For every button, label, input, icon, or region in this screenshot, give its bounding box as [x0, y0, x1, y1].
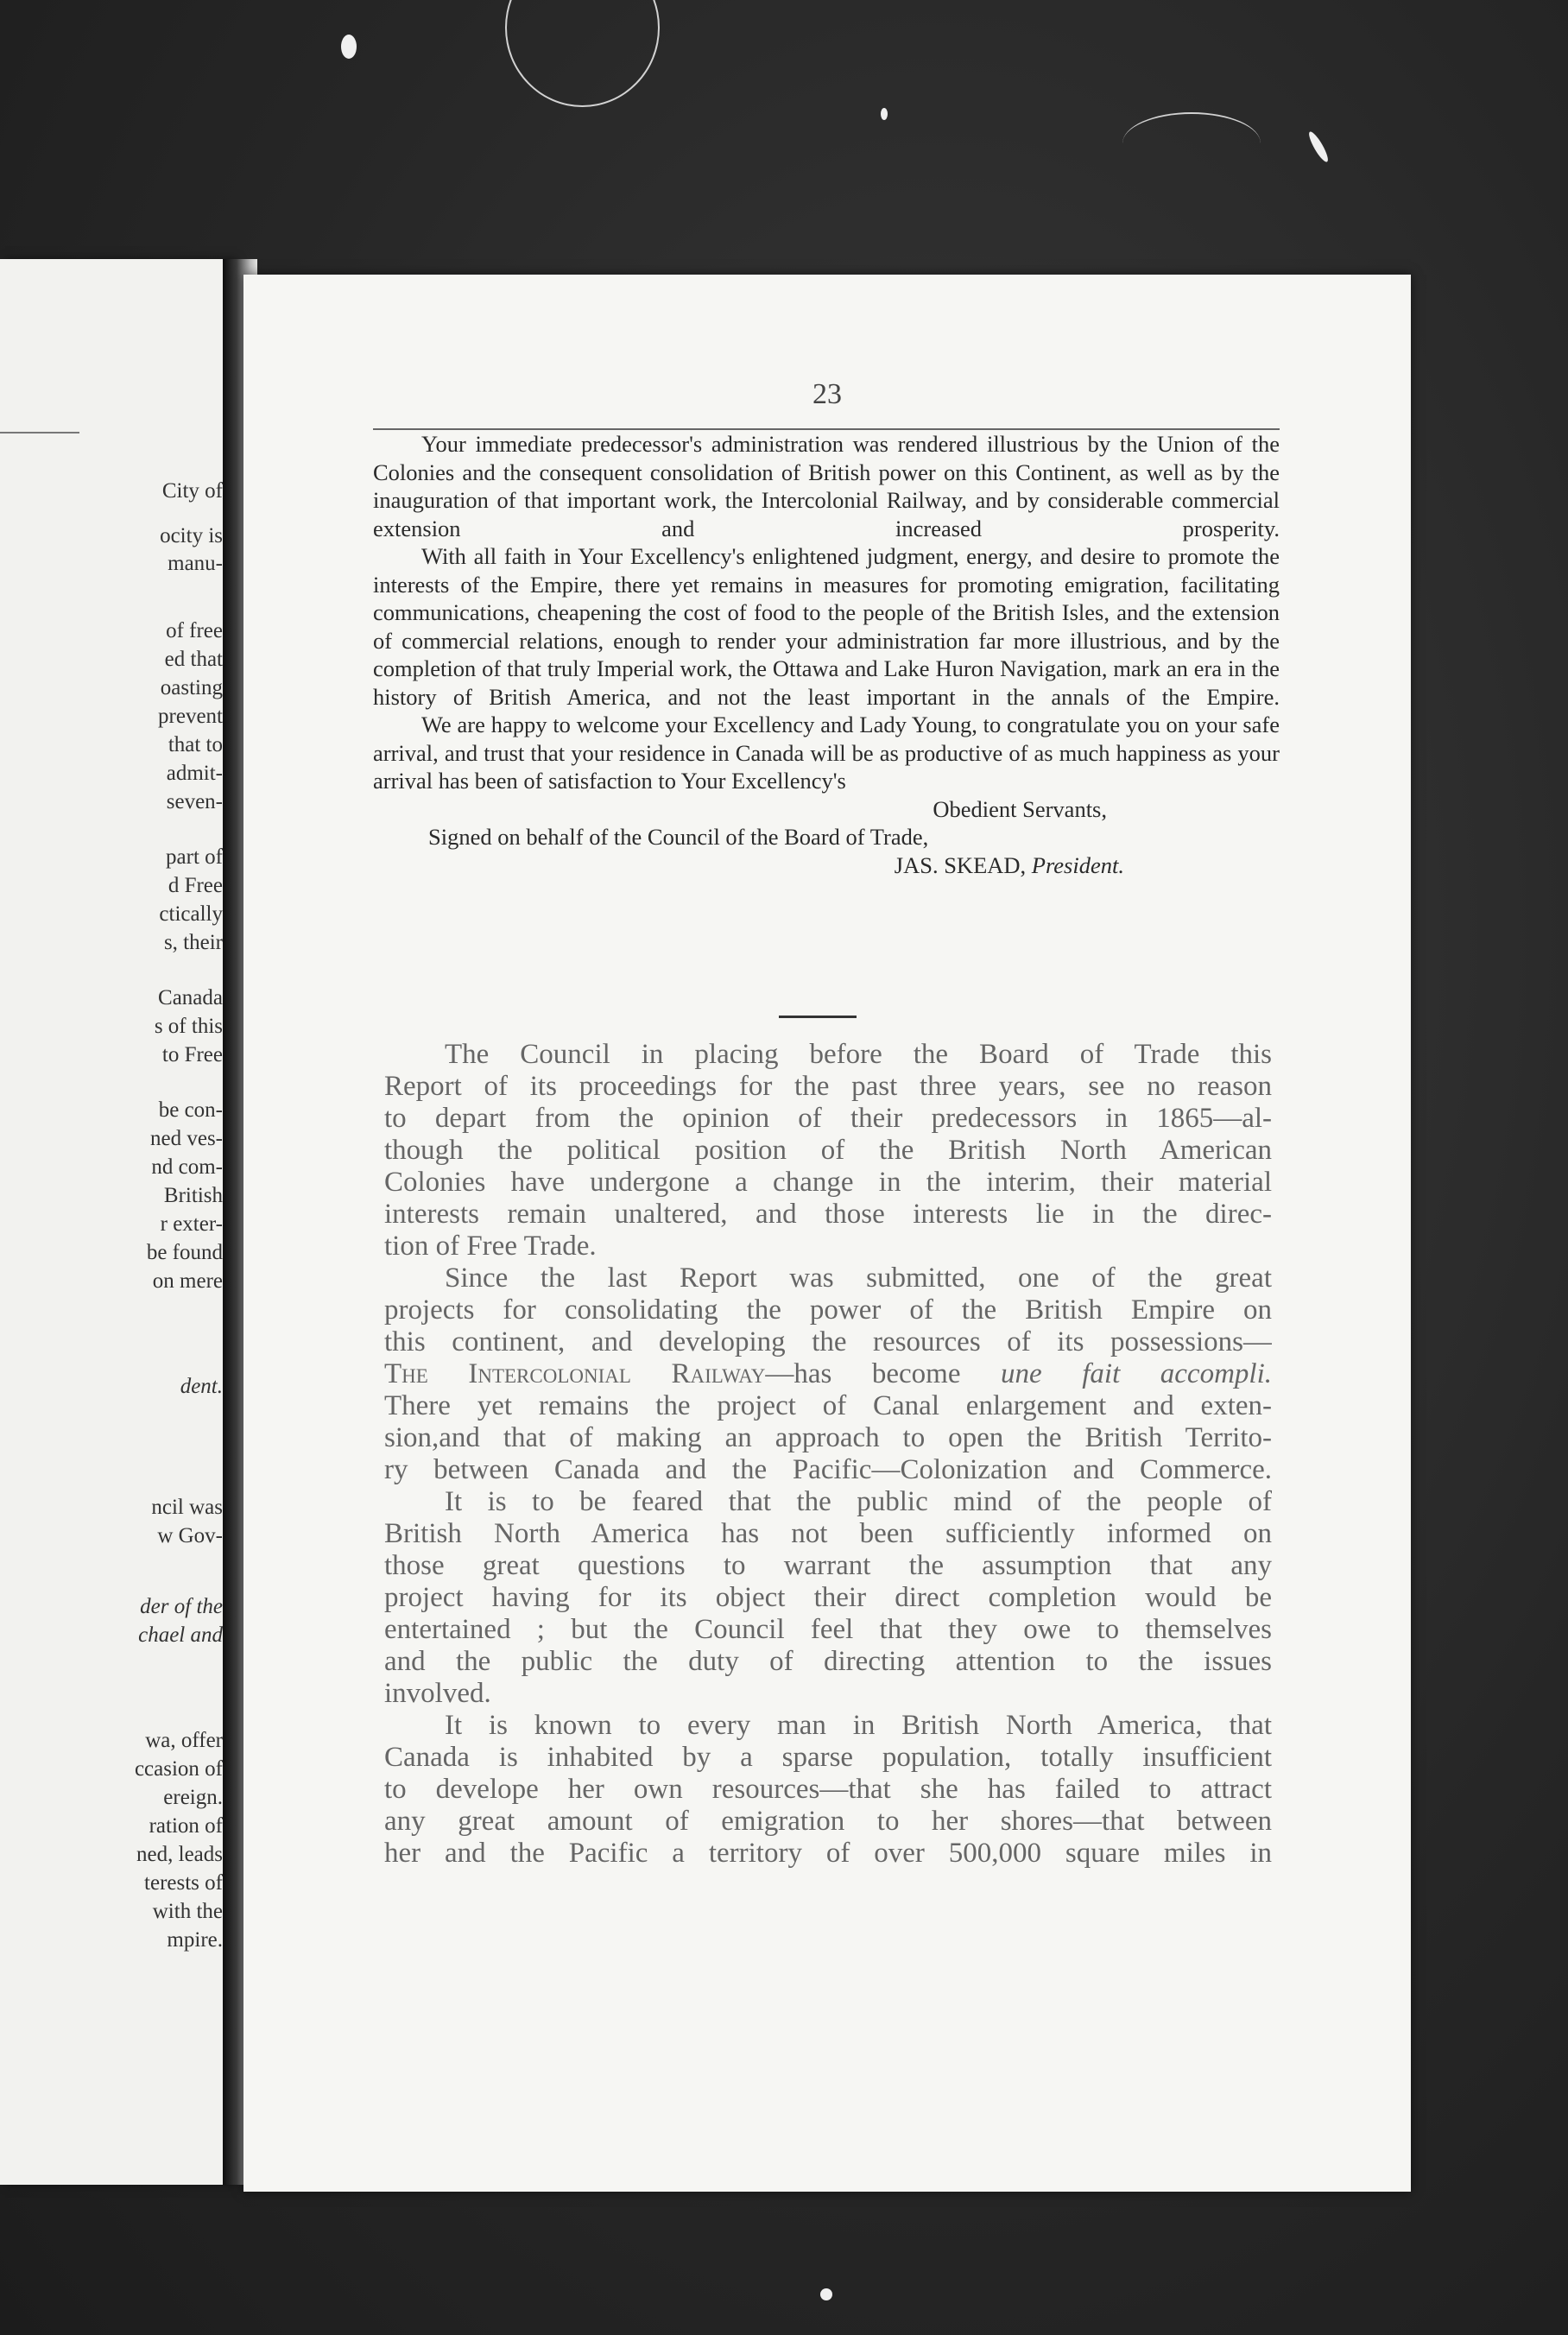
- book-page: [243, 275, 1411, 2192]
- signed-on-behalf: Signed on behalf of the Council of the Board of Trade,: [428, 824, 929, 850]
- left-line: with the: [152, 1900, 223, 1923]
- left-line: mpire.: [167, 1928, 223, 1952]
- report-line: Colonies have undergone a change in the interim, their material: [384, 1167, 1272, 1198]
- report-line: and the public the duty of directing attention to the issues: [384, 1646, 1272, 1677]
- film-scratch: [505, 0, 660, 107]
- signatory-title: President.: [1031, 851, 1124, 878]
- film-scratch: [1122, 112, 1261, 174]
- address-paragraph: With all faith in Your Excellency's enlightened judgment, energy, and desire to promote the interests of the Empire, there yet remains in measures for promoting emigration, facilitating communications, cheapening the cost of food to the people of the British Isles, and the extension of commercial relations, enough to render your administration far more illustrious, and by the completion of that truly Imperial work, the Ottawa and Lake Huron Navigation, mark an era in the history of British America, and not the least important in the annals of the Empire.: [373, 543, 1280, 710]
- report-line: project having for its object their direct completion would be: [384, 1582, 1272, 1613]
- left-line: ctically: [159, 902, 223, 926]
- railway-italic: une fait accompli.: [1001, 1358, 1272, 1389]
- report-line-railway: [384, 1358, 1272, 1390]
- dust-speck: [1306, 130, 1331, 164]
- closing-salutation: Obedient Servants,: [933, 795, 1107, 822]
- address-to-excellency: [373, 430, 1280, 879]
- left-line: of free: [166, 619, 223, 642]
- left-line: d Free: [168, 874, 223, 897]
- report-line: this continent, and developing the resources of its possessions—: [384, 1326, 1272, 1357]
- report-line: though the political position of the British North American: [384, 1135, 1272, 1166]
- address-paragraph: Your immediate predecessor's administration was rendered illustrious by the Union of the Colonies and the consequent consolidation of British power on this Continent, as well as by the inauguration of that important work, the Intercolonial Railway, and by considerable commercial extension and increased prosperity.: [373, 431, 1280, 541]
- left-line: ncil was: [151, 1496, 223, 1519]
- left-line: to Free: [161, 1043, 223, 1066]
- left-line: that to: [168, 733, 223, 756]
- left-line: ration of: [149, 1814, 223, 1838]
- report-line: Report of its proceedings for the past three years, see no reason: [384, 1071, 1272, 1102]
- left-line: s of this: [154, 1015, 223, 1038]
- report-line: interests remain unaltered, and those interests lie in the direc-: [384, 1199, 1272, 1230]
- report-line: Canada is inhabited by a sparse population, totally insufficient: [384, 1742, 1272, 1773]
- report-line: The Council in placing before the Board of Trade this: [445, 1039, 1272, 1070]
- report-line: projects for consolidating the power of the British Empire on: [384, 1294, 1272, 1326]
- dust-speck: [341, 35, 357, 59]
- report-line: British North America has not been sufficiently informed on: [384, 1518, 1272, 1549]
- left-line: nd com-: [151, 1155, 223, 1179]
- report-line: those great questions to warrant the assumption that any: [384, 1550, 1272, 1581]
- report-line: her and the Pacific a territory of over 500,000 square miles in: [384, 1838, 1272, 1869]
- left-line: ocity is: [160, 524, 223, 547]
- report-line: sion,and that of making an approach to open the British Territo-: [384, 1422, 1272, 1453]
- left-line: r exter-: [160, 1212, 223, 1236]
- left-line: ccasion of: [134, 1757, 223, 1781]
- report-line: involved.: [384, 1678, 491, 1709]
- council-report: [384, 1039, 1272, 1870]
- report-line: tion of Free Trade.: [384, 1231, 597, 1262]
- left-line: ed that: [164, 648, 223, 671]
- left-line: British: [163, 1184, 223, 1207]
- railway-name: The Intercolonial Railway: [384, 1358, 766, 1389]
- signatory-name: JAS. SKEAD,: [894, 851, 1027, 878]
- left-line: w Gov-: [157, 1524, 223, 1547]
- left-line: dent.: [180, 1375, 223, 1398]
- left-line: on mere: [152, 1269, 223, 1293]
- report-line: It is known to every man in British North America, that: [445, 1710, 1272, 1741]
- report-line: to develope her own resources—that she has failed to attract: [384, 1774, 1272, 1805]
- report-line: entertained ; but the Council feel that they owe to themselves: [384, 1614, 1272, 1645]
- left-line: terests of: [144, 1871, 223, 1895]
- dust-speck: [820, 2288, 832, 2300]
- report-line: any great amount of emigration to her shores—that between: [384, 1806, 1272, 1837]
- signature: [373, 851, 1280, 880]
- report-line: Since the last Report was submitted, one of the great: [445, 1262, 1272, 1294]
- left-line: be con-: [158, 1098, 223, 1122]
- report-line: ry between Canada and the Pacific—Colonization and Commerce.: [384, 1454, 1272, 1485]
- page-number: 23: [812, 378, 842, 410]
- left-line: City of: [161, 479, 223, 503]
- railway-text: —has become: [765, 1358, 961, 1389]
- left-line: s, their: [163, 931, 223, 954]
- left-line: seven-: [166, 790, 223, 813]
- left-line: chael and: [138, 1623, 223, 1647]
- left-line: ned ves-: [150, 1127, 223, 1150]
- left-line: manu-: [168, 552, 223, 575]
- left-line: oasting: [160, 676, 223, 699]
- report-line: It is to be feared that the public mind of the people of: [445, 1486, 1272, 1517]
- left-line: be found: [146, 1241, 223, 1264]
- left-facing-page: [0, 259, 231, 2185]
- left-page-rule: [0, 432, 79, 433]
- left-line: wa, offer: [145, 1729, 223, 1752]
- address-paragraph: We are happy to welcome your Excellency and Lady Young, to congratulate you on your safe arrival, and trust that your residence in Canada will be as productive of as much happiness as your arrival has been of satisfaction to Your Excellency's: [373, 712, 1280, 794]
- left-line: prevent: [158, 705, 223, 728]
- left-line: ned, leads: [136, 1843, 223, 1866]
- section-divider: [779, 1016, 857, 1018]
- left-line: der of the: [140, 1595, 223, 1618]
- left-line: part of: [166, 845, 223, 869]
- left-line: Canada: [158, 986, 223, 1009]
- left-line: ereign.: [163, 1786, 223, 1809]
- report-line: to depart from the opinion of their predecessors in 1865—al-: [384, 1103, 1272, 1134]
- left-line: admit-: [166, 762, 223, 785]
- report-line: There yet remains the project of Canal enlargement and exten-: [384, 1390, 1272, 1421]
- dust-speck: [881, 108, 888, 120]
